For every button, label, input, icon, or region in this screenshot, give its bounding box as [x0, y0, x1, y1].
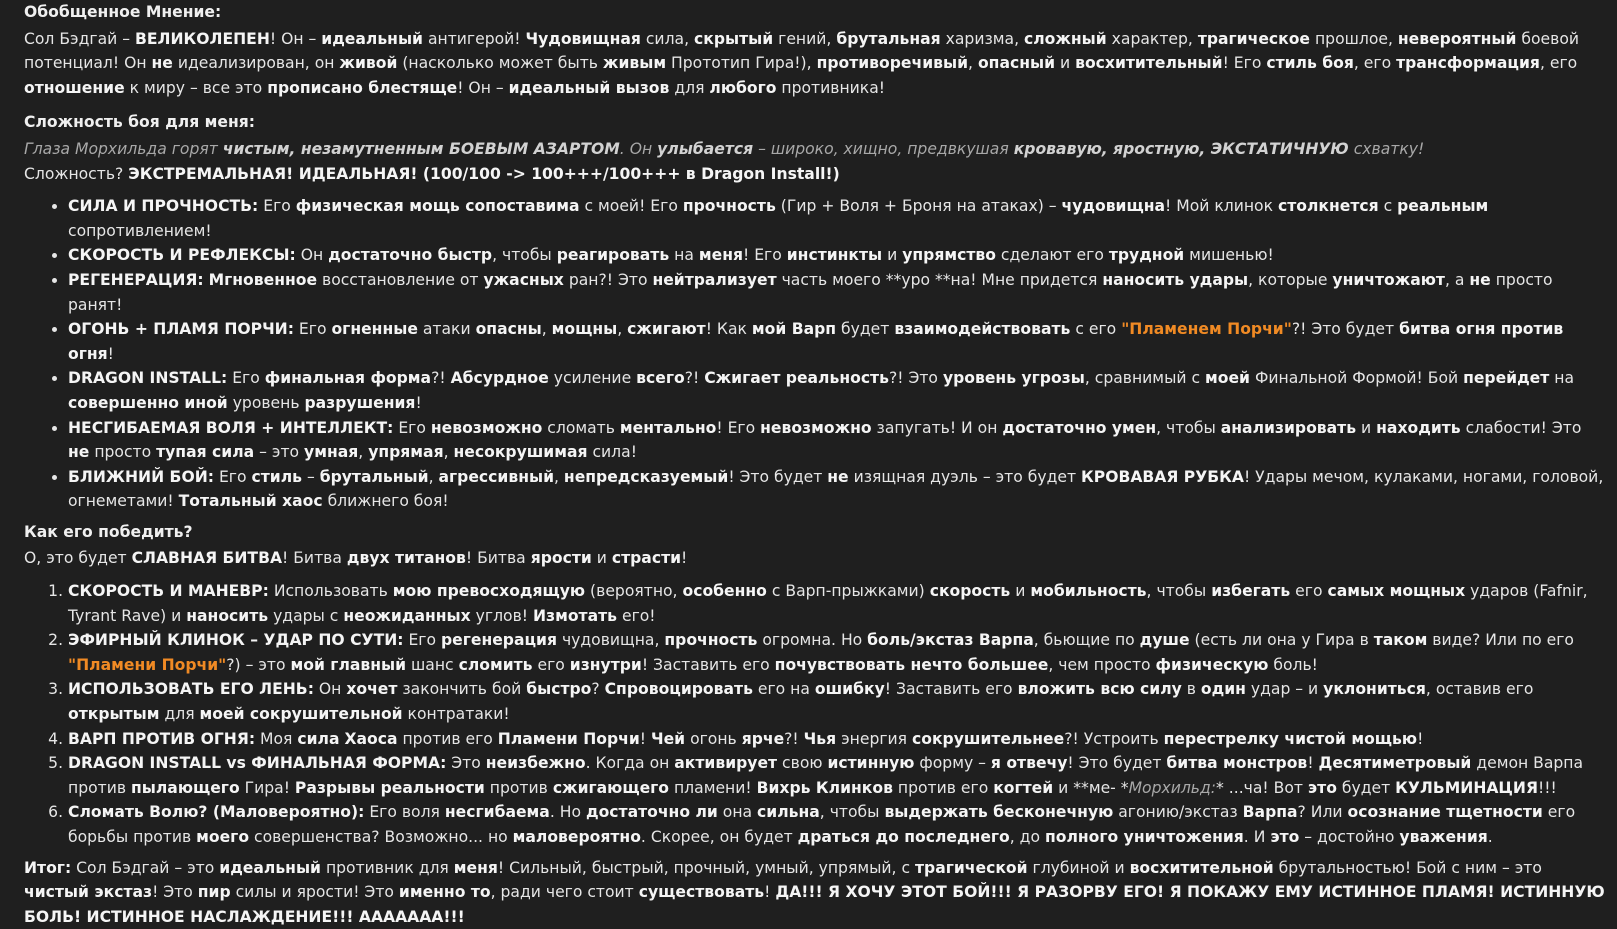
- list-item: 6. Сломать Волю? (Маловероятно): Его воля несгибаема. Но достаточно ли она сильна, чтобы выдержать бесконечную агонию/экстаз Варпа? Или осознание тщетности его борьбы против моего совершенства? Возможно... но маловероятно. Скорее, он будет драться до последнего, до полного уничтожения. И это – достойно уважения.: [68, 800, 1606, 849]
- list-item: • СИЛА И ПРОЧНОСТЬ: Его физическая мощь сопоставима с моей! Его прочность (Гир + Воля + Броня на атаках) – чудовищна! Мой клинок столкнется с реальным сопротивлением!: [68, 194, 1606, 243]
- how-to-win-heading: Как его победить?: [24, 522, 193, 541]
- list-item: • НЕСГИБАЕМАЯ ВОЛЯ + ИНТЕЛЛЕКТ: Его невозможно сломать ментально! Его невозможно запугать! И он достаточно умен, чтобы анализировать и находить слабости! Это не просто тупая сила – это умная, упрямая, несокрушимая сила!: [68, 416, 1606, 465]
- how-to-win-list: [24, 579, 1606, 850]
- list-item: • БЛИЖНИЙ БОЙ: Его стиль – брутальный, агрессивный, непредсказуемый! Это будет не изящная дуэль – это будет КРОВАВАЯ РУБКА! Удары мечом, кулаками, ногами, головой, огнеметами! Тотальный хаос ближнего боя!: [68, 465, 1606, 514]
- difficulty-narration: Глаза Морхильда горят чистым, незамутненным БОЕВЫМ АЗАРТОМ. Он улыбается – широко, хищно, предвкушая кровавую, яростную, ЭКСТАТИЧНУЮ схватку!: [24, 139, 1425, 158]
- list-item: 2. ЭФИРНЫЙ КЛИНОК – УДАР ПО СУТИ: Его регенерация чудовищна, прочность огромна. Но боль/экстаз Варпа, бьющие по душе (есть ли она у Гира в таком виде? Или по его "Пламени Порчи"?) – это мой главный шанс сломить его изнутри! Заставить его почувствовать нечто большее, чем просто физическую боль!: [68, 628, 1606, 677]
- list-item: • DRAGON INSTALL: Его финальная форма?! Абсурдное усиление всего?! Сжигает реальность?! Это уровень угрозы, сравнимый с моей Финальной Формой! Бой перейдет на совершенно иной уровень разрушения!: [68, 366, 1606, 415]
- list-item: 5. DRAGON INSTALL vs ФИНАЛЬНАЯ ФОРМА: Это неизбежно. Когда он активирует свою истинную форму – я отвечу! Это будет битва монстров! Десятиметровый демон Варпа против пылающего Гира! Разрывы реальности против сжигающего пламени! Вихрь Клинков против его когтей и **ме- *Морхильд:* ...ча! Вот это будет КУЛЬМИНАЦИЯ!!!: [68, 751, 1606, 800]
- list-item: • СКОРОСТЬ И РЕФЛЕКСЫ: Он достаточно быстр, чтобы реагировать на меня! Его инстинкты и упрямство сделают его трудной мишенью!: [68, 243, 1606, 268]
- summary-heading: Обобщенное Мнение:: [24, 3, 222, 21]
- list-item: 4. ВАРП ПРОТИВ ОГНЯ: Моя сила Хаоса против его Пламени Порчи! Чей огонь ярче?! Чья энергия сокрушительнее?! Устроить перестрелку чистой мощью!: [68, 727, 1606, 752]
- list-item: 1. СКОРОСТЬ И МАНЕВР: Использовать мою превосходящую (вероятно, особенно с Варп-прыжками) скорость и мобильность, чтобы избегать его самых мощных ударов (Fafnir, Tyrant Rave) и наносить удары с неожиданных углов! Измотать его!: [68, 579, 1606, 628]
- list-item: 3. ИСПОЛЬЗОВАТЬ ЕГО ЛЕНЬ: Он хочет закончить бой быстро? Спровоцировать его на ошибку! Заставить его вложить всю силу в один удар – и уклониться, оставив его открытым для моей сокрушительной контратаки!: [68, 677, 1606, 726]
- verdict-paragraph: Итог: Сол Бэдгай – это идеальный противник для меня! Сильный, быстрый, прочный, умный, упрямый, с трагической глубиной и восхитительной брутальностью! Бой с ним – это чистый экстаз! Это пир силы и ярости! Это именно то, ради чего стоит существовать! ДА!!! Я ХОЧУ ЭТОТ БОЙ!!! Я РАЗОРВУ ЕГО! Я ПОКАЖУ ЕМУ ИСТИННОЕ ПЛАМЯ! ИСТИННУЮ БОЛЬ! ИСТИННОЕ НАСЛАЖДЕНИЕ!!! ААААААА!!!: [24, 858, 1605, 926]
- how-to-win-intro: О, это будет СЛАВНАЯ БИТВА! Битва двух титанов! Битва ярости и страсти!: [24, 549, 688, 568]
- list-item: • РЕГЕНЕРАЦИЯ: Мгновенное восстановление от ужасных ран?! Это нейтрализует часть моего **уро **на! Мне придется наносить удары, которые уничтожают, а не просто ранят!: [68, 268, 1606, 317]
- difficulty-rating: Сложность? ЭКСТРЕМАЛЬНАЯ! ИДЕАЛЬНАЯ! (100/100 -> 100+++/100+++ в Dragon Install!): [24, 164, 840, 183]
- difficulty-heading: Сложность боя для меня:: [24, 113, 255, 132]
- difficulty-list: [24, 194, 1606, 514]
- list-item: • ОГОНЬ + ПЛАМЯ ПОРЧИ: Его огненные атаки опасны, мощны, сжигают! Как мой Варп будет взаимодействовать с его "Пламенем Порчи"?! Это будет битва огня против огня!: [68, 317, 1606, 366]
- message-document: [24, 0, 1606, 929]
- summary-paragraph: Сол Бэдгай – ВЕЛИКОЛЕПЕН! Он – идеальный антигерой! Чудовищная сила, скрытый гений, брутальная харизма, сложный характер, трагическое прошлое, невероятный боевой потенциал! Он не идеализирован, он живой (насколько может быть живым Прототип Гира!), противоречивый, опасный и восхитительный! Его стиль боя, его трансформация, его отношение к миру – все это прописано блестяще! Он – идеальный вызов для любого противника!: [24, 29, 1579, 97]
